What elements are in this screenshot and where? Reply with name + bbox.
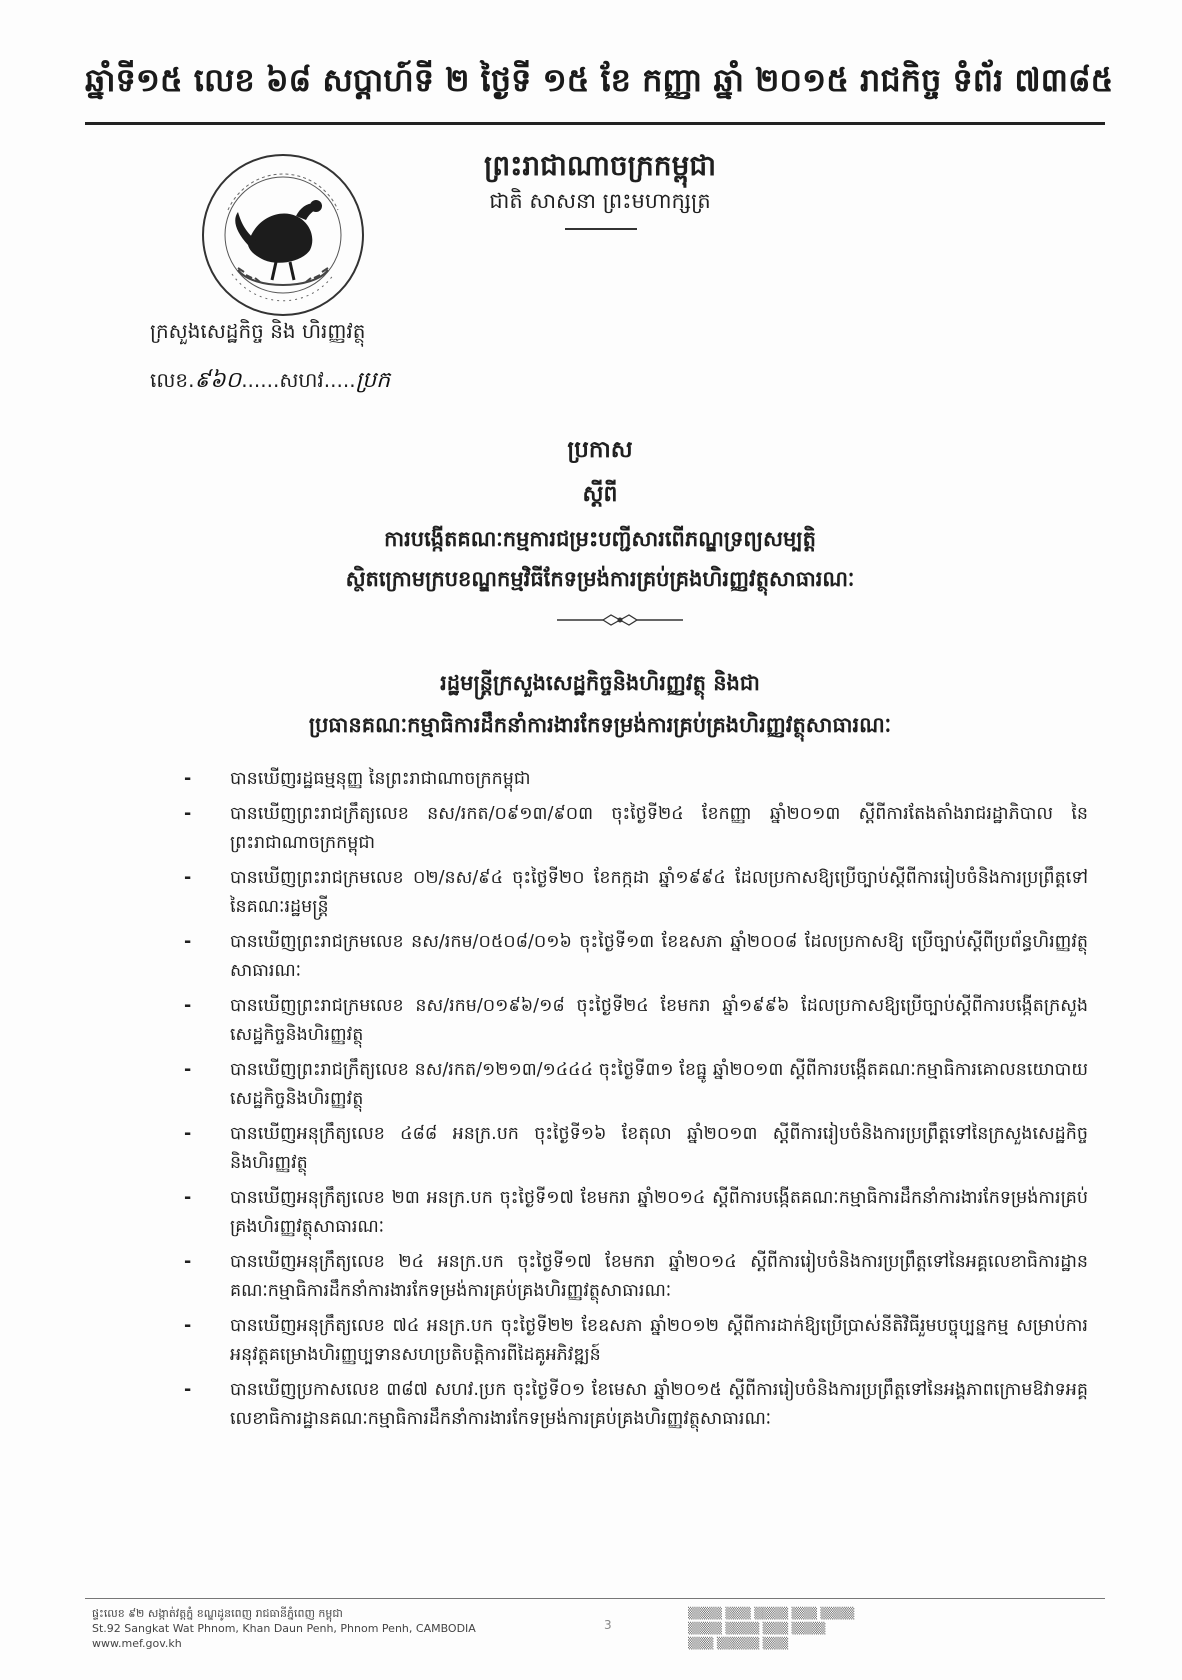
list-dash: - xyxy=(184,1188,192,1208)
list-item: - បានឃើញអនុក្រឹត្យលេខ ២៣ អនក្រ.បក ចុះថ្ងៃទី១៧ ខែមករា ឆ្នាំ២០១៤ ស្តីពីការបង្កើតគណៈកម្មាធិការដឹកនាំការងារកែទម្រង់ការគ្រប់គ្រងហិរញ្ញវត្ថុសាធារណៈ xyxy=(178,1184,1088,1242)
ref-prefix: លេខ xyxy=(150,368,189,392)
ref-suffix: សហវ xyxy=(279,368,324,392)
subject-line-1: ការបង្កើតគណៈកម្មការជម្រះបញ្ជីសារពើភណ្ឌទ្រព្យសម្បត្តិ xyxy=(384,527,816,551)
list-dash: - xyxy=(184,1124,192,1144)
footer-contact-smudge: ▒▒▒▒ ▒▒▒▒ ▒▒▒ ▒▒▒▒ xyxy=(688,1622,826,1635)
authority-line-2: ប្រធានគណៈកម្មាធិការដឹកនាំការងារកែទម្រង់ការគ្រប់គ្រងហិរញ្ញវត្ថុសាធារណៈ xyxy=(308,713,892,737)
footer-contact-smudge: ▒▒▒▒ ▒▒▒ ▒▒▒▒ ▒▒▒ ▒▒▒▒ xyxy=(688,1607,855,1620)
ornament-divider-icon xyxy=(555,612,685,628)
list-dash: - xyxy=(184,1380,192,1400)
footer-rule xyxy=(85,1598,1105,1599)
document-about: ស្តីពី xyxy=(582,482,618,507)
list-dash: - xyxy=(184,1060,192,1080)
list-item: - បានឃើញព្រះរាជក្រមលេខ នស/រកម/០៥០៨/០១៦ ចុះថ្ងៃទី១៣ ខែឧសភា ឆ្នាំ២០០៨ ដែលប្រកាសឱ្យ ប្រើច្បាប់ស្តីពីប្រព័ន្ធហិរញ្ញវត្ថុសាធារណៈ xyxy=(178,928,1088,986)
list-item: - បានឃើញព្រះរាជក្រឹត្យលេខ នស/រកត/១២១៣/១៤៤៤ ចុះថ្ងៃទី៣១ ខែធ្នូ ឆ្នាំ២០១៣ ស្តីពីការបង្កើតគណៈកម្មាធិការគោលនយោបាយសេដ្ឋកិច្ចនិងហិរញ្ញវត្ថុ xyxy=(178,1056,1088,1114)
footer-address xyxy=(92,1606,592,1651)
footer-contact-smudged xyxy=(688,1606,1108,1651)
footer-address-en: St.92 Sangkat Wat Phnom, Khan Daun Penh, Phnom Penh, CAMBODIA xyxy=(92,1622,476,1635)
header-rule xyxy=(85,122,1105,125)
list-item: - បានឃើញអនុក្រឹត្យលេខ ៧៤ អនក្រ.បក ចុះថ្ងៃទី២២ ខែឧសភា ឆ្នាំ២០១២ ស្តីពីការដាក់ឱ្យប្រើប្រាស់នីតិវិធីរួមបច្ចុប្បន្នកម្ម សម្រាប់ការអនុវត្តគម្រោងហិរញ្ញប្បទានសហប្រតិបត្តិការពីដៃគូអភិវឌ្ឍន៍ xyxy=(178,1312,1088,1370)
footer-contact-smudge: ▒▒▒ ▒▒▒▒▒ ▒▒▒ xyxy=(688,1637,789,1650)
footer-website: www.mef.gov.kh xyxy=(92,1637,182,1650)
list-item: - បានឃើញអនុក្រឹត្យលេខ ៤៨៨ អនក្រ.បក ចុះថ្ងៃទី១៦ ខែតុលា ឆ្នាំ២០១៣ ស្តីពីការរៀបចំនិងការប្រព្រឹត្តទៅនៃក្រសួងសេដ្ឋកិច្ចនិងហិរញ្ញវត្ថុ xyxy=(178,1120,1088,1178)
ministry-name: ក្រសួងសេដ្ឋកិច្ច និង ហិរញ្ញវត្ថុ xyxy=(150,319,366,343)
ref-dots: . xyxy=(188,368,195,392)
list-dash: - xyxy=(184,804,192,824)
page-number: 3 xyxy=(604,1618,612,1632)
list-dash: - xyxy=(184,996,192,1016)
motto-rule xyxy=(565,228,637,230)
list-dash: - xyxy=(184,769,192,789)
ref-number: ៩៦០ xyxy=(194,368,242,393)
ref-dots: ...... xyxy=(241,368,280,392)
list-dash: - xyxy=(184,932,192,952)
gazette-header: ឆ្នាំទី១៥ លេខ ៦៨ សប្តាហ៍ទី ២ ថ្ងៃទី ១៥ ខែ កញ្ញា ឆ្នាំ ២០១៥ រាជកិច្ច ទំព័រ ៧៣៨៥ xyxy=(85,61,1114,99)
list-dash: - xyxy=(184,1252,192,1272)
document-type-title: ប្រកាស xyxy=(567,437,633,463)
list-item: - បានឃើញព្រះរាជក្រមលេខ ០២/នស/៩៤ ចុះថ្ងៃទី២០ ខែកក្កដា ឆ្នាំ១៩៩៤ ដែលប្រកាសឱ្យប្រើច្បាប់ស្តីពីការរៀបចំនិងការប្រព្រឹត្តទៅ នៃគណៈរដ្ឋមន្ត្រី xyxy=(178,864,1088,922)
list-item: - បានឃើញអនុក្រឹត្យលេខ ២៤ អនក្រ.បក ចុះថ្ងៃទី១៧ ខែមករា ឆ្នាំ២០១៤ ស្តីពីការរៀបចំនិងការប្រព្រឹត្តទៅនៃអគ្គលេខាធិការដ្ឋានគណៈកម្មាធិការដឹកនាំការងារកែទម្រង់ការគ្រប់គ្រងហិរញ្ញវត្ថុសាធារណៈ xyxy=(178,1248,1088,1306)
list-item: - បានឃើញរដ្ឋធម្មនុញ្ញ នៃព្រះរាជាណាចក្រកម្ពុជា xyxy=(178,765,1088,794)
ministry-seal-icon xyxy=(198,150,368,320)
authority-line-1: រដ្ឋមន្ត្រីក្រសួងសេដ្ឋកិច្ចនិងហិរញ្ញវត្ថុ និងជា xyxy=(440,671,760,695)
kingdom-name: ព្រះរាជាណាចក្រកម្ពុជា xyxy=(483,149,716,182)
ref-dots: ..... xyxy=(323,368,356,392)
considerations-list xyxy=(178,765,1088,1440)
subject-line-2: ស្ថិតក្រោមក្របខណ្ឌកម្មវិធីកែទម្រង់ការគ្រប់គ្រងហិរញ្ញវត្ថុសាធារណៈ xyxy=(345,567,855,591)
reference-number xyxy=(150,366,390,398)
list-item: - បានឃើញប្រកាសលេខ ៣៨៧ សហវ.ប្រក ចុះថ្ងៃទី០១ ខែមេសា ឆ្នាំ២០១៥ ស្តីពីការរៀបចំនិងការប្រព្រឹត្តទៅនៃអង្គភាពក្រោមឱវាទអគ្គលេខាធិការដ្ឋានគណៈកម្មាធិការដឹកនាំការងារកែទម្រង់ការគ្រប់គ្រងហិរញ្ញវត្ថុសាធារណៈ xyxy=(178,1376,1088,1434)
list-dash: - xyxy=(184,868,192,888)
list-item: - បានឃើញព្រះរាជក្រមលេខ នស/រកម/០១៩៦/១៨ ចុះថ្ងៃទី២៤ ខែមករា ឆ្នាំ១៩៩៦ ដែលប្រកាសឱ្យប្រើច្បាប់ស្តីពីការបង្កើតក្រសួងសេដ្ឋកិច្ចនិងហិរញ្ញវត្ថុ xyxy=(178,992,1088,1050)
kingdom-motto: ជាតិ សាសនា ព្រះមហាក្សត្រ xyxy=(489,189,711,213)
list-dash: - xyxy=(184,1316,192,1336)
ref-code: ប្រក xyxy=(355,368,391,393)
list-item: - បានឃើញព្រះរាជក្រឹត្យលេខ នស/រកត/០៩១៣/៩០៣ ចុះថ្ងៃទី២៤ ខែកញ្ញា ឆ្នាំ២០១៣ ស្តីពីការតែងតាំងរាជរដ្ឋាភិបាល នៃព្រះរាជាណាចក្រកម្ពុជា xyxy=(178,800,1088,858)
footer-address-kh: ផ្ទះលេខ ៩២ សង្កាត់វត្តភ្នំ ខណ្ឌដូនពេញ រាជធានីភ្នំពេញ កម្ពុជា xyxy=(92,1607,343,1620)
